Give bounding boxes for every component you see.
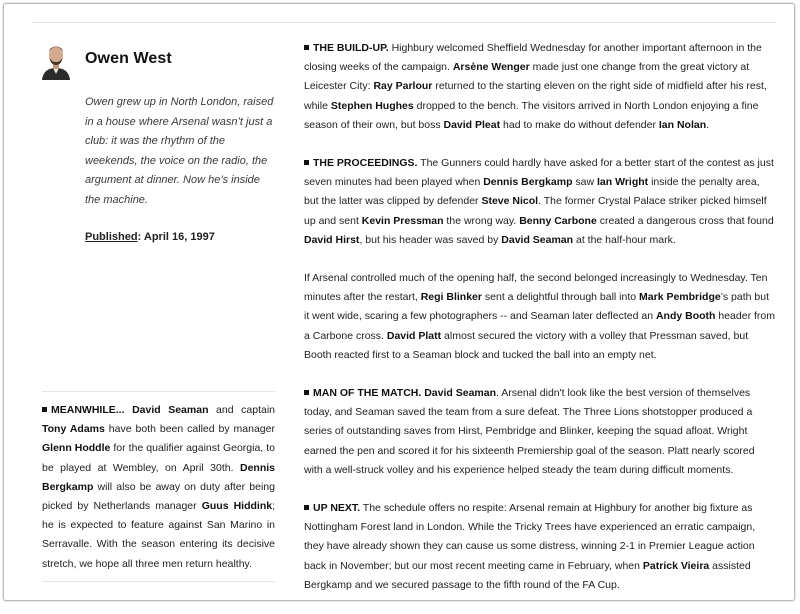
page-frame: [3, 3, 795, 601]
section-heading: MEANWHILE...: [51, 404, 125, 416]
paragraph-man-of-the-match: MAN OF THE MATCH. David Seaman. Arsenal didn't look like the best version of themselves today, and Seaman saved the team from a sure defeat. The Three Lions shotstopper produced a series of outstanding saves from Hirst, Pembridge and Blinker, keeping the squad afloat. Wright earned the pen and scored it for his sixteenth Premiership goal of the season. Platt nearly scored with a well-struck volley and his experience helped steady the team during difficult moments.: [304, 387, 755, 476]
person-name: Mark Pembridge: [639, 291, 721, 304]
person-name: Arsène Wenger: [452, 61, 530, 74]
person-name: Guus Hiddink: [201, 500, 273, 513]
person-name: David Seaman: [132, 404, 209, 416]
paragraph-up-next: UP NEXT. The schedule offers no respite: Arsenal remain at Highbury for another big fixture as Nottingham Forest land in London. While the Tricky Trees have experienced an erratic campaign, they have already shown they can cause us some distress, winning 2-1 in Premier League action back in November; but our most recent meeting came in February, when Patrick Vieira assisted Bergkamp and we secured passage to the fifth round of the FA Cup.: [304, 502, 756, 591]
published-date: April 16, 1997: [143, 231, 215, 243]
person-name: Tony Adams: [42, 423, 105, 436]
article-body: [304, 39, 776, 614]
person-name: David Platt: [386, 329, 442, 342]
person-name: Andy Booth: [655, 310, 716, 323]
person-name: Glenn Hoddle: [42, 442, 111, 455]
person-name: Ray Parlour: [373, 80, 433, 93]
published-line: Published: April 16, 1997: [85, 231, 215, 243]
author-name: Owen West: [85, 50, 172, 67]
person-name: Stephen Hughes: [330, 99, 414, 112]
person-name: Ian Wright: [597, 176, 649, 189]
section-heading: UP NEXT.: [313, 502, 361, 515]
person-name: Steve Nicol: [481, 195, 539, 208]
person-name: Benny Carbone: [519, 214, 597, 227]
person-name: Patrick Vieira: [642, 559, 710, 572]
square-bullet-icon: [304, 160, 309, 165]
person-name: Dennis Bergkamp: [42, 461, 275, 493]
square-bullet-icon: [304, 45, 309, 50]
paragraph-second-half: If Arsenal controlled much of the opening half, the second belonged increasingly to Wednesday. Ten minutes after the restart, Regi Blinker sent a delightful through ball into Mark Pembridge’s path but it went wide, scaring a few photographers -- and Seaman later deflected an Andy Booth header from a Carbone cross. David Platt almost secured the victory with a volley that Pressman saved, but Booth reacted first to a Seaman block and tucked the ball into an empty net.: [304, 272, 775, 361]
author-block: [40, 40, 240, 80]
paragraph-build-up: THE BUILD-UP. Highbury welcomed Sheffield Wednesday for another important afternoon in the closing weeks of the campaign. Arsène Wenger made just one change from the great victory at Leicester City: Ray Parlour returned to the starting eleven on the right side of midfield after his rest, while Stephen Hughes dropped to the bench. The visitors arrived in North London enjoying a fine season of their own, but boss David Pleat had to make do without defender Ian Nolan.: [304, 42, 767, 131]
section-heading: THE PROCEEDINGS.: [313, 157, 418, 170]
person-name: David Hirst: [304, 233, 360, 246]
person-name: David Pleat: [443, 118, 501, 131]
person-name: Kevin Pressman: [361, 214, 444, 227]
paragraph-proceedings: THE PROCEEDINGS. The Gunners could hardly have asked for a better start of the contest as just seven minutes had been played when Dennis Bergkamp saw Ian Wright inside the penalty area, but the latter was clipped by defender Steve Nicol. The former Crystal Palace striker picked himself up and sent Kevin Pressman the wrong way. Benny Carbone created a dangerous cross that found David Hirst, but his header was saved by David Seaman at the half-hour mark.: [304, 157, 774, 246]
person-name: Dennis Bergkamp: [483, 176, 573, 189]
published-label: Published: [85, 231, 138, 243]
person-name: Regi Blinker: [420, 291, 482, 304]
person-name: Ian Nolan: [658, 118, 707, 131]
sidebar-divider-top: [42, 391, 275, 392]
square-bullet-icon: [304, 505, 309, 510]
top-divider: [32, 22, 776, 23]
author-bio: Owen grew up in North London, raised in a house where Arsenal wasn’t just a club: it was the rhythm of the weekends, the voice on the radio, the argument at dinner. Now he’s inside the machine.: [85, 96, 274, 206]
section-heading: THE BUILD-UP.: [313, 42, 389, 54]
square-bullet-icon: [42, 407, 47, 412]
person-name: David Seaman: [424, 387, 497, 400]
sidebar-divider-bottom: [42, 581, 275, 582]
section-heading: MAN OF THE MATCH.: [313, 387, 422, 400]
meanwhile-box: MEANWHILE... David Seaman and captain Tony Adams have both been called by manager Glenn Hoddle for the qualifier against Georgia, to be played at Wembley, on April 30th. Dennis Bergkamp will also be away on duty after being picked by Netherlands manager Guus Hiddink; he is expected to feature against San Marino in Serravalle. With the season entering its decisive stretch, we hope all three men return healthy.: [42, 404, 276, 570]
square-bullet-icon: [304, 390, 309, 395]
person-name: David Seaman: [501, 233, 574, 246]
author-avatar: [40, 40, 72, 80]
